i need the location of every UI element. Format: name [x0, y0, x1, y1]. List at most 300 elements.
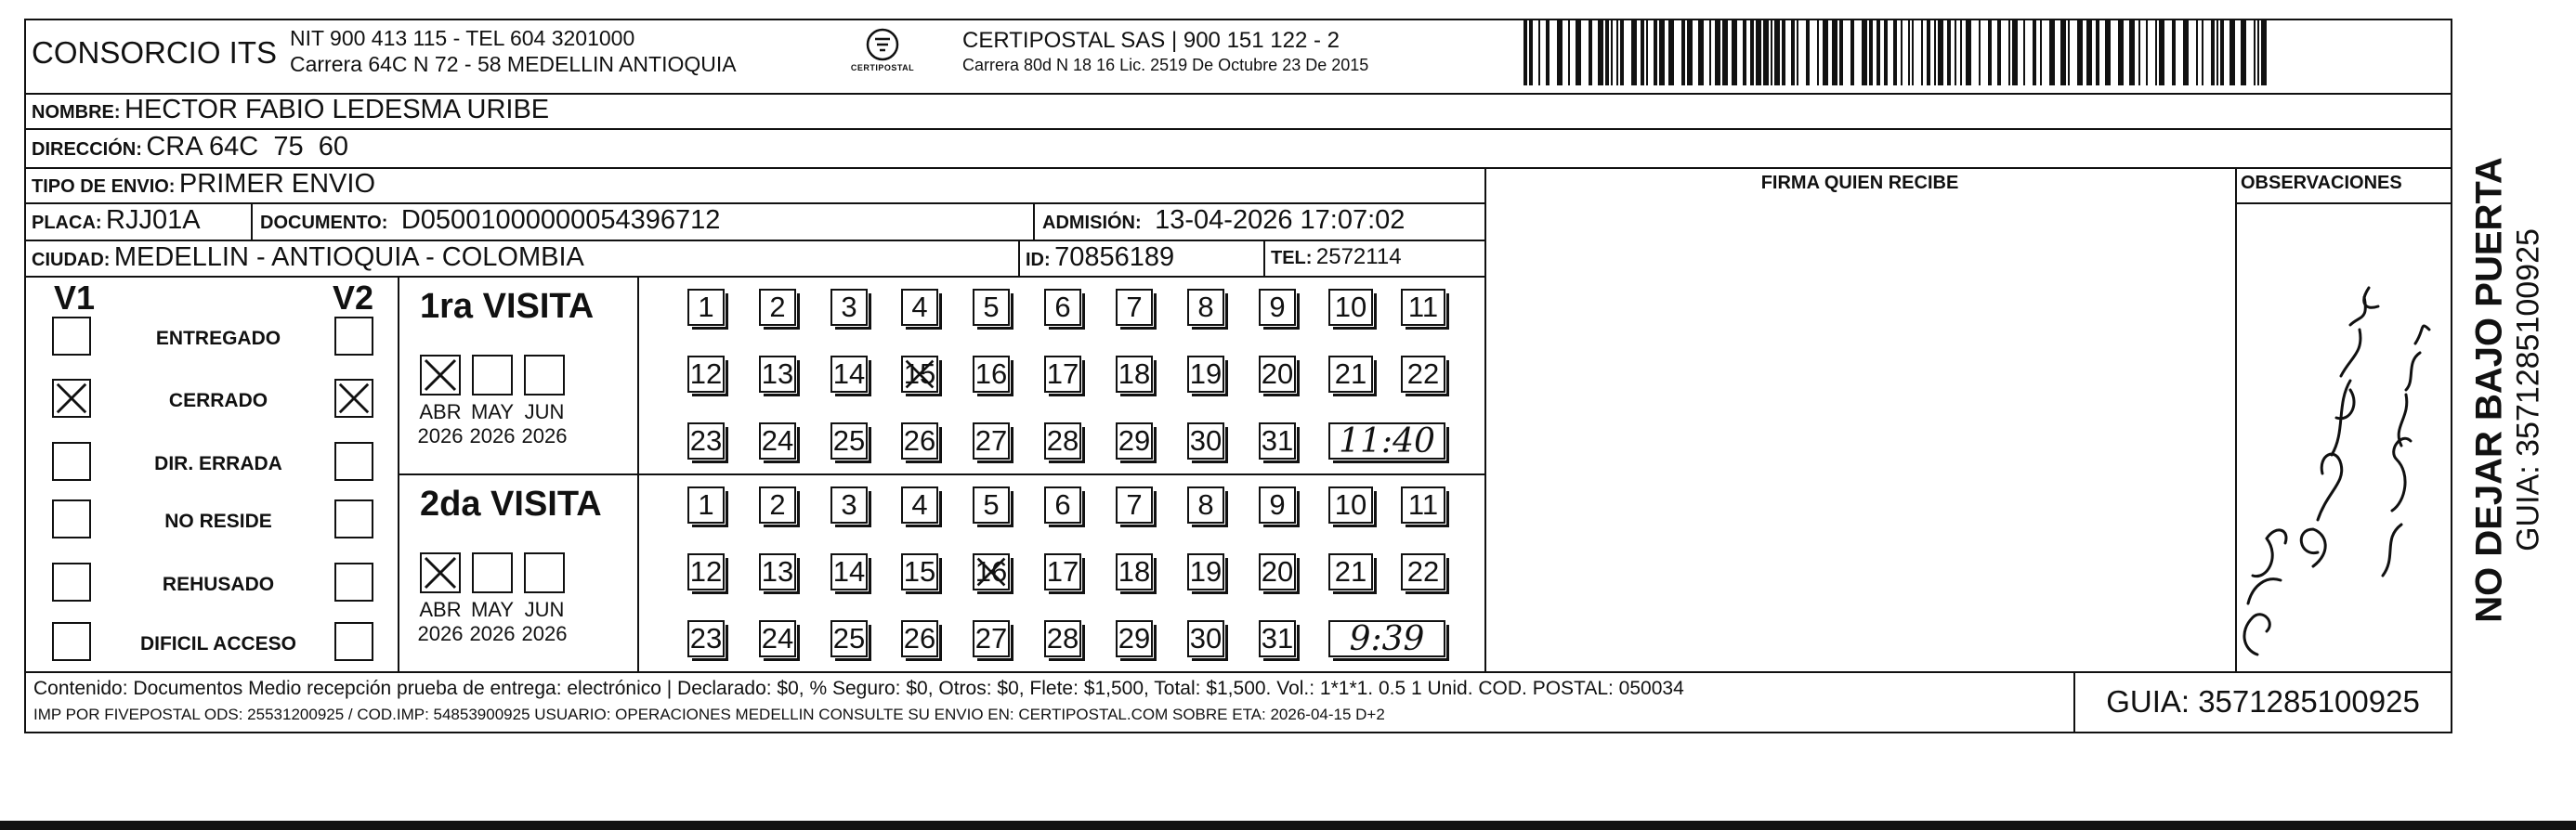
- barcode-bar: [2086, 20, 2092, 85]
- v2-checkbox[interactable]: [334, 442, 373, 481]
- day-box[interactable]: [1259, 486, 1296, 524]
- day-number: 6: [1054, 291, 1071, 323]
- day-number: 13: [761, 555, 794, 588]
- barcode-bar: [1598, 20, 1603, 85]
- nombre-value: HECTOR FABIO LEDESMA URIBE: [124, 95, 550, 124]
- day-number: 25: [832, 424, 866, 457]
- barcode-bar: [1908, 20, 1910, 85]
- day-number: 8: [1197, 488, 1214, 521]
- day-box[interactable]: [1259, 356, 1296, 393]
- tipo-label: TIPO DE ENVIO:: [32, 176, 176, 197]
- barcode-bar: [1546, 20, 1550, 85]
- day-box[interactable]: [1328, 356, 1373, 393]
- day-number: 12: [689, 555, 723, 588]
- col-line: [1484, 167, 1486, 671]
- month-label: JUN: [524, 598, 565, 621]
- month-checkbox[interactable]: [420, 355, 461, 396]
- direccion-label: DIRECCIÓN:: [32, 139, 142, 160]
- barcode-bar: [2096, 20, 2099, 85]
- day-box[interactable]: [830, 553, 868, 590]
- firma-label: FIRMA QUIEN RECIBE: [1760, 173, 1959, 193]
- placa-value: RJJ01A: [106, 205, 201, 235]
- company-line1: NIT 900 413 115 - TEL 604 3201000: [290, 26, 635, 50]
- tipo-row: [32, 169, 375, 200]
- barcode-bar: [2155, 20, 2157, 85]
- id-row: [1026, 242, 1174, 273]
- company-line2: Carrera 64C N 72 - 58 MEDELLIN ANTIOQUIA: [290, 52, 737, 76]
- status-label: DIR. ERRADA: [154, 453, 282, 474]
- visit-time: 11:40: [1328, 422, 1445, 460]
- row-line: [24, 128, 2452, 130]
- day-number: 27: [974, 622, 1008, 655]
- day-box[interactable]: [759, 289, 796, 326]
- barcode-bar: [2129, 20, 2135, 85]
- day-mark: [903, 357, 936, 391]
- day-box[interactable]: [1401, 356, 1445, 393]
- barcode-bar: [2241, 20, 2246, 85]
- certipostal-line1: CERTIPOSTAL SAS | 900 151 122 - 2: [962, 28, 1340, 53]
- year-label: 2026: [469, 424, 516, 447]
- year-label: 2026: [417, 622, 464, 645]
- barcode-bar: [1589, 20, 1592, 85]
- day-number: 13: [761, 357, 794, 390]
- day-box[interactable]: [1187, 553, 1224, 590]
- day-number: 7: [1126, 488, 1143, 521]
- barcode-bar: [2118, 20, 2124, 85]
- barcode-bar: [2216, 20, 2218, 85]
- day-box[interactable]: [1401, 289, 1445, 326]
- observaciones-label: OBSERVACIONES: [2241, 173, 2402, 193]
- year-label: 2026: [521, 424, 568, 447]
- tel-value: 2572114: [1315, 244, 1402, 269]
- barcode-bar: [1771, 20, 1772, 85]
- day-number: 10: [1334, 488, 1367, 521]
- barcode-bar: [1646, 20, 1648, 85]
- v1-checkbox[interactable]: [52, 499, 91, 538]
- barcode-bar: [2257, 20, 2259, 85]
- barcode-bar: [1791, 20, 1795, 85]
- status-label: ENTREGADO: [155, 328, 281, 349]
- company-name: CONSORCIO ITS: [32, 35, 278, 70]
- barcode-bar: [1927, 20, 1930, 85]
- day-number: 4: [911, 488, 928, 521]
- day-number: 17: [1046, 555, 1079, 588]
- documento-label: DOCUMENTO:: [260, 213, 388, 233]
- day-box[interactable]: [973, 289, 1010, 326]
- barcode-bar: [2261, 20, 2267, 85]
- status-label: DIFICIL ACCESO: [139, 633, 296, 655]
- bottom-edge-bar: [0, 821, 2576, 830]
- day-number: 1: [698, 291, 714, 323]
- day-number: 11: [1407, 291, 1439, 323]
- day-box[interactable]: [1259, 553, 1296, 590]
- day-box[interactable]: [759, 486, 796, 524]
- v2-checkbox[interactable]: [334, 622, 373, 661]
- day-box[interactable]: [1187, 289, 1224, 326]
- day-box[interactable]: [973, 356, 1010, 393]
- day-box[interactable]: [830, 356, 868, 393]
- day-box[interactable]: [1116, 486, 1153, 524]
- day-number: 20: [1261, 357, 1294, 390]
- visit-title: 1ra VISITA: [420, 287, 595, 326]
- row-line: [2235, 202, 2452, 204]
- day-box[interactable]: [1187, 356, 1224, 393]
- col-line: [251, 202, 253, 240]
- barcode-bar: [1884, 20, 1888, 85]
- day-number: 22: [1406, 555, 1440, 588]
- col-line: [1033, 202, 1035, 240]
- day-box[interactable]: [1187, 486, 1224, 524]
- barcode-bar: [2040, 20, 2042, 85]
- v1-checkbox[interactable]: [52, 622, 91, 661]
- barcode-bar: [1947, 20, 1951, 85]
- day-box[interactable]: [1187, 422, 1224, 460]
- day-number: 18: [1118, 555, 1151, 588]
- barcode-bar: [2068, 20, 2070, 85]
- month-label: MAY: [470, 400, 515, 423]
- day-box[interactable]: [759, 620, 796, 657]
- day-box[interactable]: [1116, 553, 1153, 590]
- placa-label: PLACA:: [32, 213, 102, 233]
- barcode-bar: [1743, 20, 1746, 85]
- day-box[interactable]: [901, 356, 938, 393]
- day-number: 2: [769, 488, 786, 521]
- barcode-bar: [1988, 20, 1992, 85]
- barcode-bar: [1654, 20, 1657, 85]
- day-number: 17: [1046, 357, 1079, 390]
- month-label: ABR: [419, 400, 462, 423]
- day-box[interactable]: [687, 553, 725, 590]
- ciudad-label: CIUDAD:: [32, 250, 111, 270]
- month-checkbox[interactable]: [472, 552, 513, 593]
- status-label: NO RESIDE: [164, 511, 272, 532]
- row-line: [398, 473, 1484, 475]
- day-box[interactable]: [1044, 553, 1081, 590]
- day-number: 5: [983, 291, 1000, 323]
- month-checkbox[interactable]: [420, 552, 461, 593]
- day-box[interactable]: [973, 553, 1010, 590]
- barcode-bar: [1732, 20, 1737, 85]
- day-number: 14: [832, 555, 866, 588]
- day-box[interactable]: [1187, 620, 1224, 657]
- day-box[interactable]: [973, 620, 1010, 657]
- month-checkbox[interactable]: [472, 355, 513, 396]
- visit-time: 9:39: [1328, 620, 1445, 657]
- day-number: 15: [903, 555, 936, 588]
- barcode-bar: [1576, 20, 1581, 85]
- day-box[interactable]: [759, 356, 796, 393]
- day-number: 19: [1189, 357, 1223, 390]
- day-number: 27: [974, 424, 1008, 457]
- barcode-bar: [1774, 20, 1780, 85]
- day-box[interactable]: [1116, 289, 1153, 326]
- barcode-bar: [1912, 20, 1914, 85]
- barcode-bar: [1715, 20, 1720, 85]
- day-box[interactable]: [1328, 289, 1373, 326]
- barcode-bar: [1893, 20, 1897, 85]
- tel-row: [1271, 244, 1402, 270]
- visit-title: 2da VISITA: [420, 485, 602, 524]
- barcode-bar: [2254, 20, 2256, 85]
- barcode-bar: [1921, 20, 1923, 85]
- barcode-bar: [1938, 20, 1943, 85]
- day-number: 10: [1334, 291, 1367, 323]
- year-label: 2026: [417, 424, 464, 447]
- day-number: 8: [1197, 291, 1214, 323]
- day-box[interactable]: [1401, 486, 1445, 524]
- barcode-bar: [1529, 20, 1533, 85]
- day-number: 28: [1046, 424, 1079, 457]
- day-number: 12: [689, 357, 723, 390]
- row-line: [24, 167, 2452, 169]
- tel-label: TEL:: [1271, 248, 1313, 268]
- v2-checkbox[interactable]: [334, 499, 373, 538]
- barcode-bar: [1709, 20, 1711, 85]
- barcode-bar: [2202, 20, 2203, 85]
- day-box[interactable]: [901, 620, 938, 657]
- day-number: 22: [1406, 357, 1440, 390]
- day-number: 16: [974, 555, 1008, 588]
- row-line: [24, 276, 1484, 278]
- month-label: ABR: [419, 598, 462, 621]
- day-box[interactable]: [1044, 356, 1081, 393]
- barcode-bar: [1806, 20, 1810, 85]
- day-mark: [974, 555, 1008, 589]
- day-box[interactable]: [1259, 422, 1296, 460]
- day-box[interactable]: [973, 486, 1010, 524]
- barcode-bar: [1523, 20, 1527, 85]
- day-number: 30: [1189, 622, 1223, 655]
- day-number: 9: [1269, 291, 1286, 323]
- barcode-bar: [2229, 20, 2235, 85]
- day-number: 24: [761, 424, 794, 457]
- day-box[interactable]: [901, 422, 938, 460]
- barcode-bar: [1797, 20, 1798, 85]
- barcode-bar: [1557, 20, 1563, 85]
- day-number: 5: [983, 488, 1000, 521]
- certipostal-logo: [836, 24, 929, 80]
- day-number: 1: [698, 488, 714, 521]
- day-box[interactable]: [687, 486, 725, 524]
- barcode-bar: [2172, 20, 2176, 85]
- barcode-bar: [1817, 20, 1819, 85]
- barcode-bar: [1659, 20, 1665, 85]
- barcode-bar: [2146, 20, 2148, 85]
- day-number: 25: [832, 622, 866, 655]
- day-number: 21: [1334, 555, 1367, 588]
- day-number: 29: [1118, 622, 1151, 655]
- v2-checkbox[interactable]: [334, 563, 373, 602]
- admision-label: ADMISIÓN:: [1042, 213, 1142, 233]
- day-box[interactable]: [687, 289, 725, 326]
- col-line: [1263, 240, 1265, 276]
- v1-checkbox[interactable]: [52, 563, 91, 602]
- barcode-bar: [2049, 20, 2055, 85]
- day-number: 23: [689, 424, 723, 457]
- row-line: [24, 202, 1484, 204]
- day-number: 16: [974, 357, 1008, 390]
- day-number: 14: [832, 357, 866, 390]
- observaciones-handwriting: [2229, 232, 2443, 668]
- barcode-bar: [2220, 20, 2224, 85]
- admision-row: [1042, 205, 1405, 236]
- barcode-bar: [2077, 20, 2083, 85]
- day-box[interactable]: [1259, 289, 1296, 326]
- day-box[interactable]: [1044, 620, 1081, 657]
- barcode-bar: [1997, 20, 2001, 85]
- barcode-bar: [1605, 20, 1609, 85]
- month-label: JUN: [524, 400, 565, 423]
- day-box[interactable]: [1328, 553, 1373, 590]
- day-number: 21: [1334, 357, 1367, 390]
- month-label: MAY: [470, 598, 515, 621]
- barcode-bar: [1616, 20, 1618, 85]
- year-label: 2026: [521, 622, 568, 645]
- barcode-bar: [1979, 20, 1981, 85]
- ciudad-value: MEDELLIN - ANTIOQUIA - COLOMBIA: [113, 242, 584, 272]
- day-box[interactable]: [1116, 356, 1153, 393]
- barcode-bar: [1869, 20, 1873, 85]
- day-number: 31: [1261, 424, 1294, 457]
- barcode-bar: [1955, 20, 1956, 85]
- day-box[interactable]: [1401, 553, 1445, 590]
- day-number: 31: [1261, 622, 1294, 655]
- day-number: 28: [1046, 622, 1079, 655]
- v2-checkbox[interactable]: [334, 379, 373, 418]
- barcode-bar: [2159, 20, 2164, 85]
- day-number: 23: [689, 622, 723, 655]
- direccion-value: CRA 64C 75 60: [146, 132, 348, 162]
- day-box[interactable]: [759, 422, 796, 460]
- day-box[interactable]: [1116, 422, 1153, 460]
- barcode-bar: [2138, 20, 2140, 85]
- barcode-bar: [1698, 20, 1704, 85]
- month-checkbox[interactable]: [524, 355, 565, 396]
- barcode-bar: [1823, 20, 1828, 85]
- side-no-dejar: NO DEJAR BAJO PUERTA: [2468, 157, 2510, 623]
- day-number: 6: [1054, 488, 1071, 521]
- barcode-bar: [1538, 20, 1540, 85]
- barcode-bar: [2105, 20, 2111, 85]
- day-box[interactable]: [1116, 620, 1153, 657]
- v1-checkbox[interactable]: [52, 317, 91, 356]
- col-line: [1018, 240, 1020, 276]
- day-number: 3: [841, 291, 857, 323]
- status-label: CERRADO: [168, 390, 268, 411]
- day-number: 9: [1269, 488, 1286, 521]
- day-number: 2: [769, 291, 786, 323]
- barcode-bar: [2211, 20, 2215, 85]
- barcode-bar: [1862, 20, 1867, 85]
- barcode-bar: [1681, 20, 1685, 85]
- id-value: 70856189: [1054, 242, 1175, 272]
- barcode-bar: [2196, 20, 2198, 85]
- day-box[interactable]: [901, 486, 938, 524]
- barcode-bar: [1934, 20, 1936, 85]
- day-box[interactable]: [759, 553, 796, 590]
- barcode-bar: [1832, 20, 1837, 85]
- barcode-bar: [1850, 20, 1854, 85]
- certipostal-line2: Carrera 80d N 18 16 Lic. 2519 De Octubre 23 De 2015: [962, 56, 1369, 74]
- barcode-bar: [1668, 20, 1674, 85]
- nombre-row: [32, 95, 549, 125]
- barcode-bar: [1722, 20, 1728, 85]
- day-number: 24: [761, 622, 794, 655]
- day-number: 29: [1118, 424, 1151, 457]
- day-number: 3: [841, 488, 857, 521]
- day-number: 11: [1407, 488, 1439, 521]
- barcode-bar: [1631, 20, 1637, 85]
- barcode-bar: [2183, 20, 2189, 85]
- barcode-bar: [1782, 20, 1785, 85]
- row-line: [24, 240, 1484, 241]
- day-box[interactable]: [1044, 289, 1081, 326]
- v1-checkbox[interactable]: [52, 442, 91, 481]
- day-number: 20: [1261, 555, 1294, 588]
- row-line: [24, 671, 2452, 673]
- day-box[interactable]: [901, 553, 938, 590]
- day-box[interactable]: [973, 422, 1010, 460]
- day-box[interactable]: [687, 422, 725, 460]
- day-box[interactable]: [1044, 422, 1081, 460]
- barcode-bar: [1611, 20, 1613, 85]
- day-box[interactable]: [687, 620, 725, 657]
- placa-row: [32, 205, 201, 236]
- barcode-bar: [1763, 20, 1769, 85]
- day-box[interactable]: [1044, 486, 1081, 524]
- barcode-bar: [1620, 20, 1624, 85]
- admision-value: 13-04-2026 17:07:02: [1155, 205, 1406, 235]
- month-checkbox[interactable]: [524, 552, 565, 593]
- day-box[interactable]: [1328, 486, 1373, 524]
- barcode-bar: [1641, 20, 1644, 85]
- barcode-bar: [2012, 20, 2018, 85]
- barcode-bar: [1966, 20, 1971, 85]
- day-number: 26: [903, 622, 936, 655]
- v1-checkbox[interactable]: [52, 379, 91, 418]
- barcode: [1523, 20, 2267, 85]
- barcode-bar: [1876, 20, 1880, 85]
- nombre-label: NOMBRE:: [32, 102, 121, 123]
- barcode-bar: [2033, 20, 2036, 85]
- barcode-bar: [2008, 20, 2010, 85]
- barcode-bar: [1568, 20, 1570, 85]
- barcode-bar: [1960, 20, 1962, 85]
- barcode-bar: [1901, 20, 1903, 85]
- day-box[interactable]: [830, 620, 868, 657]
- footer-line1: Contenido: Documentos Medio recepción prueba de entrega: electrónico | Declarado: $0, % Seguro: $0, Otros: $0, Flete: $1,500, Total: $1,500. Vol.: 1*1*1. 0.5 1 Unid. COD. POSTAL: 050034: [33, 678, 1684, 699]
- v1-label: V1: [54, 279, 96, 317]
- side-guia: GUIA: 3571285100925: [2510, 228, 2546, 551]
- day-number: 19: [1189, 555, 1223, 588]
- day-box[interactable]: [830, 486, 868, 524]
- day-box[interactable]: [1259, 620, 1296, 657]
- direccion-row: [32, 132, 348, 162]
- footer-guia: GUIA: 3571285100925: [2106, 684, 2420, 719]
- logo-text: CERTIPOSTAL: [850, 63, 915, 72]
- footer-line2: IMP POR FIVEPOSTAL ODS: 25531200925 / COD.IMP: 54853900925 USUARIO: OPERACIONES MEDELLIN CONSULTE SU ENVIO EN: CERTIPOSTAL.COM SOBRE ETA: 2026-04-15 D+2: [33, 706, 1385, 723]
- v2-label: V2: [333, 279, 374, 317]
- day-box[interactable]: [830, 422, 868, 460]
- barcode-bar: [2023, 20, 2025, 85]
- day-number: 18: [1118, 357, 1151, 390]
- barcode-bar: [1687, 20, 1693, 85]
- day-box[interactable]: [830, 289, 868, 326]
- day-box[interactable]: [901, 289, 938, 326]
- status-label: REHUSADO: [162, 574, 275, 595]
- v2-checkbox[interactable]: [334, 317, 373, 356]
- day-box[interactable]: [687, 356, 725, 393]
